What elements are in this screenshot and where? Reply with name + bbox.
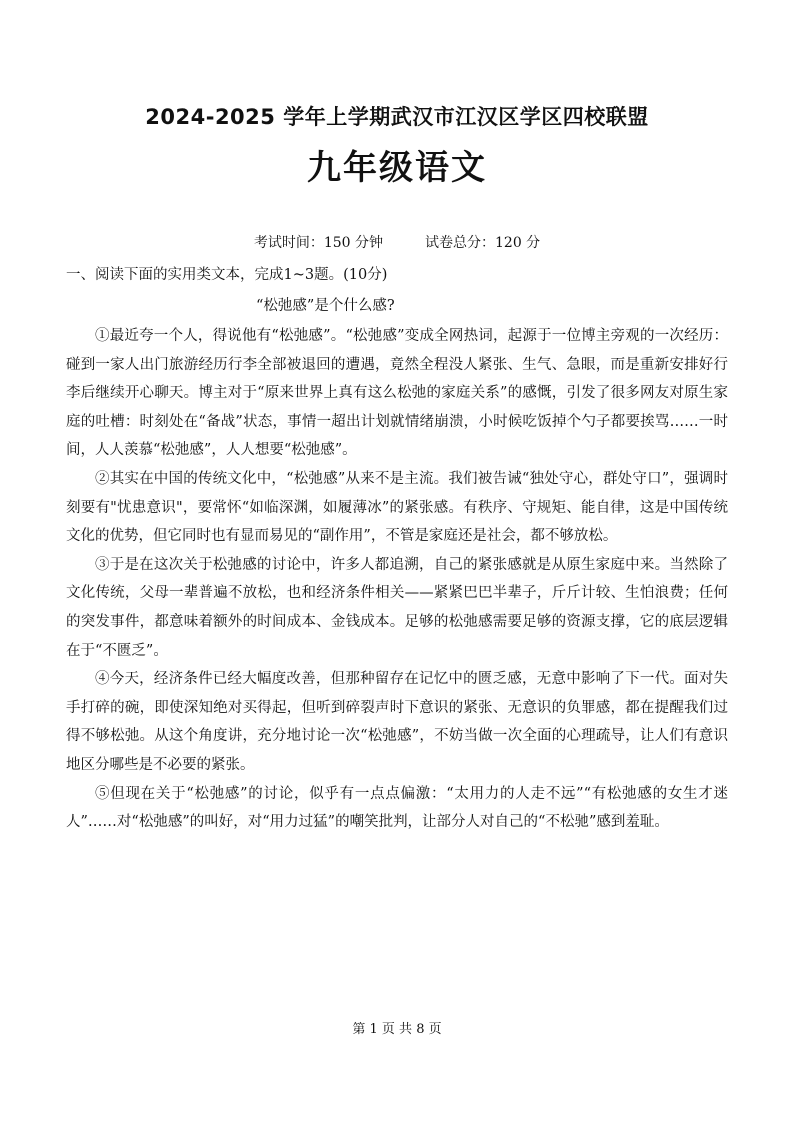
article-body	[66, 322, 728, 837]
exam-total-score: 试卷总分：120 分	[425, 235, 541, 251]
paragraph-1: ①最近夸一个人，得说他有“松弛感”。“松弛感”变成全网热词，起源于一位博主旁观的一次经历：碰到一家人出门旅游经历行李全部被退回的遭遇，竟然全程没人紧张、生气、急眼，而是重新安排好行李后继续开心聊天。博主对于“原来世界上真有这么松弛的家庭关系”的感慨，引发了很多网友对原生家庭的吐槽：时刻处在“备战”状态，事情一超出计划就情绪崩溃，小时候吃饭掉个勺子都要挨骂……一时间，人人羡慕“松弛感”，人人想要“松弛感”。	[66, 328, 728, 459]
exam-info	[0, 232, 794, 252]
paragraph-2: ②其实在中国的传统文化中，“松弛感”从来不是主流。我们被告诫“独处守心，群处守口”，强调时刻要有"忧患意识"，要常怀“如临深渊，如履薄冰”的紧张感。有秩序、守规矩、能自律，这是中国传统文化的优势，但它同时也有显而易见的“副作用”，不管是家庭还是社会，都不够放松。	[66, 470, 728, 545]
exam-time: 考试时间：150 分钟	[253, 235, 383, 251]
paragraph-5: ⑤但现在关于“松弛感”的讨论，似乎有一点点偏激：“太用力的人走不远”“有松弛感的女生才迷人”……对“松弛感”的叫好，对“用力过猛”的嘲笑批判，让部分人对自己的“不松驰”感到羞耻。	[66, 785, 728, 831]
section-heading: 一、阅读下面的实用类文本，完成1~3题。(10分)	[66, 267, 388, 283]
paragraph-4: ④今天，经济条件已经大幅度改善，但那种留存在记忆中的匮乏感，无意中影响了下一代。面对失手打碎的碗，即使深知绝对买得起，但听到碎裂声时下意识的紧张、无意识的负罪感，都在提醒我们过得不够松弛。从这个角度讲，充分地讨论一次“松弛感”，不妨当做一次全面的心理疏导，让人们有意识地区分哪些是不必要的紧张。	[66, 671, 728, 773]
exam-title-subject: 九年级语文	[307, 148, 487, 188]
exam-title-line1: 2024-2025 学年上学期武汉市江汉区学区四校联盟	[145, 105, 649, 129]
page-footer: 第 1 页 共 8 页	[352, 1022, 442, 1037]
paragraph-3: ③于是在这次关于松弛感的讨论中，许多人都追溯，自己的紧张感就是从原生家庭中来。当然除了文化传统，父母一辈普遍不放松，也和经济条件相关——紧紧巴巴半辈子，斤斤计较、生怕浪费；任何的突发事件，都意味着额外的时间成本、金钱成本。足够的松弛感需要足够的资源支撑，它的底层逻辑在于“不匮乏”。	[66, 556, 728, 659]
article-title: “松弛感”是个什么感?	[256, 298, 395, 314]
